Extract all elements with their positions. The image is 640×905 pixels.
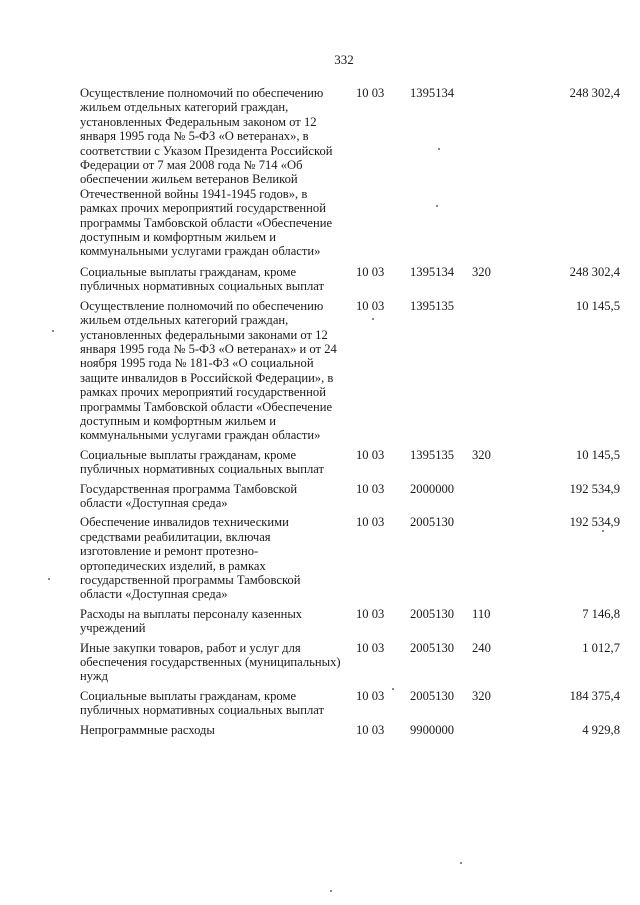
- scan-speck: [438, 148, 440, 150]
- row-amount: 192 534,9: [569, 515, 620, 530]
- row-section-code: 10 03: [356, 640, 385, 655]
- scan-speck: [392, 688, 394, 690]
- row-description: Осуществление полномочий по обеспечению жильем отдельных категорий граждан, установленных Федеральным законом от 12 января 1995 года № 5-ФЗ «О ветеранах», в соответствии с Указом Президента Российской Федерации от 7 мая 2008 года № 714 «Об обеспечении жильем ветеранов Великой Отечественной войны 1941-1945 годов», в рамках прочих мероприятий государственной программы Тамбовской области «Обеспечение доступным и комфортным жильем и коммунальными услугами граждан области»: [80, 86, 333, 259]
- row-description: Обеспечение инвалидов техническими средствами реабилитации, включая изготовление и ремонт протезно-ортопедических изделий, в рамках государственной программы Тамбовской области «Доступная среда»: [80, 515, 301, 602]
- scan-speck: [52, 330, 54, 332]
- table-row: [80, 86, 620, 259]
- table-row: [80, 689, 620, 718]
- row-description: Расходы на выплаты персоналу казенных учреждений: [80, 606, 303, 636]
- scan-speck: [436, 205, 438, 207]
- row-section-code: 10 03: [356, 264, 385, 279]
- page-number: 332: [334, 52, 354, 67]
- scan-speck: [330, 890, 332, 892]
- row-section-code: 10 03: [356, 447, 385, 462]
- table-row: [80, 482, 620, 511]
- row-section-code: 10 03: [356, 298, 385, 313]
- row-amount: 7 146,8: [582, 606, 620, 621]
- budget-table: [80, 86, 620, 737]
- row-expense-type: 320: [472, 447, 491, 462]
- row-description: Осуществление полномочий по обеспечению жильем отдельных категорий граждан, установленных федеральными законами от 12 января 1995 года № 5-ФЗ «О ветеранах» и от 24 ноября 1995 года № 181-ФЗ «О социальной защите инвалидов в Российской Федерации», в рамках прочих мероприятий государственной программы Тамбовской области «Обеспечение доступным и комфортным жильем и коммунальными услугами граждан области»: [80, 298, 337, 443]
- row-target-code: 2000000: [410, 481, 455, 496]
- row-amount: 10 145,5: [575, 298, 620, 313]
- row-target-code: 2005130: [410, 640, 455, 655]
- row-amount: 184 375,4: [569, 688, 620, 703]
- row-section-code: 10 03: [356, 722, 385, 737]
- row-target-code: 9900000: [410, 722, 455, 737]
- row-section-code: 10 03: [356, 606, 385, 621]
- row-description: Непрограммные расходы: [80, 722, 215, 737]
- row-target-code: 1395134: [410, 86, 455, 100]
- row-target-code: 1395134: [410, 264, 455, 279]
- row-section-code: 10 03: [356, 688, 385, 703]
- row-expense-type: 240: [472, 640, 491, 655]
- row-section-code: 10 03: [356, 86, 385, 100]
- row-target-code: 2005130: [410, 606, 455, 621]
- row-amount: 192 534,9: [569, 481, 620, 496]
- row-description: Социальные выплаты гражданам, кроме публичных нормативных социальных выплат: [80, 264, 325, 294]
- table-row: [80, 515, 620, 601]
- row-amount: 248 302,4: [569, 264, 620, 279]
- table-row: [80, 723, 620, 737]
- row-section-code: 10 03: [356, 481, 385, 496]
- table-row: [80, 265, 620, 294]
- row-description: Государственная программа Тамбовской области «Доступная среда»: [80, 481, 298, 510]
- row-amount: 4 929,8: [582, 722, 620, 737]
- table-row: [80, 448, 620, 477]
- row-expense-type: 320: [472, 688, 491, 703]
- row-target-code: 2005130: [410, 688, 455, 703]
- table-row: [80, 299, 620, 443]
- row-target-code: 1395135: [410, 447, 455, 462]
- row-target-code: 2005130: [410, 515, 455, 530]
- row-amount: 248 302,4: [569, 86, 620, 100]
- row-description: Социальные выплаты гражданам, кроме публичных нормативных социальных выплат: [80, 688, 325, 718]
- scan-speck: [602, 530, 604, 532]
- row-expense-type: 110: [472, 606, 491, 621]
- row-amount: 10 145,5: [575, 447, 620, 462]
- row-expense-type: 320: [472, 264, 491, 279]
- scan-speck: [48, 578, 50, 580]
- row-section-code: 10 03: [356, 515, 385, 530]
- row-target-code: 1395135: [410, 298, 455, 313]
- table-row: [80, 641, 620, 684]
- row-amount: 1 012,7: [582, 640, 620, 655]
- scan-speck: [372, 318, 374, 320]
- row-description: Иные закупки товаров, работ и услуг для обеспечения государственных (муниципальных) нужд: [80, 640, 341, 684]
- scan-speck: [460, 862, 462, 864]
- table-row: [80, 607, 620, 636]
- row-description: Социальные выплаты гражданам, кроме публичных нормативных социальных выплат: [80, 447, 325, 477]
